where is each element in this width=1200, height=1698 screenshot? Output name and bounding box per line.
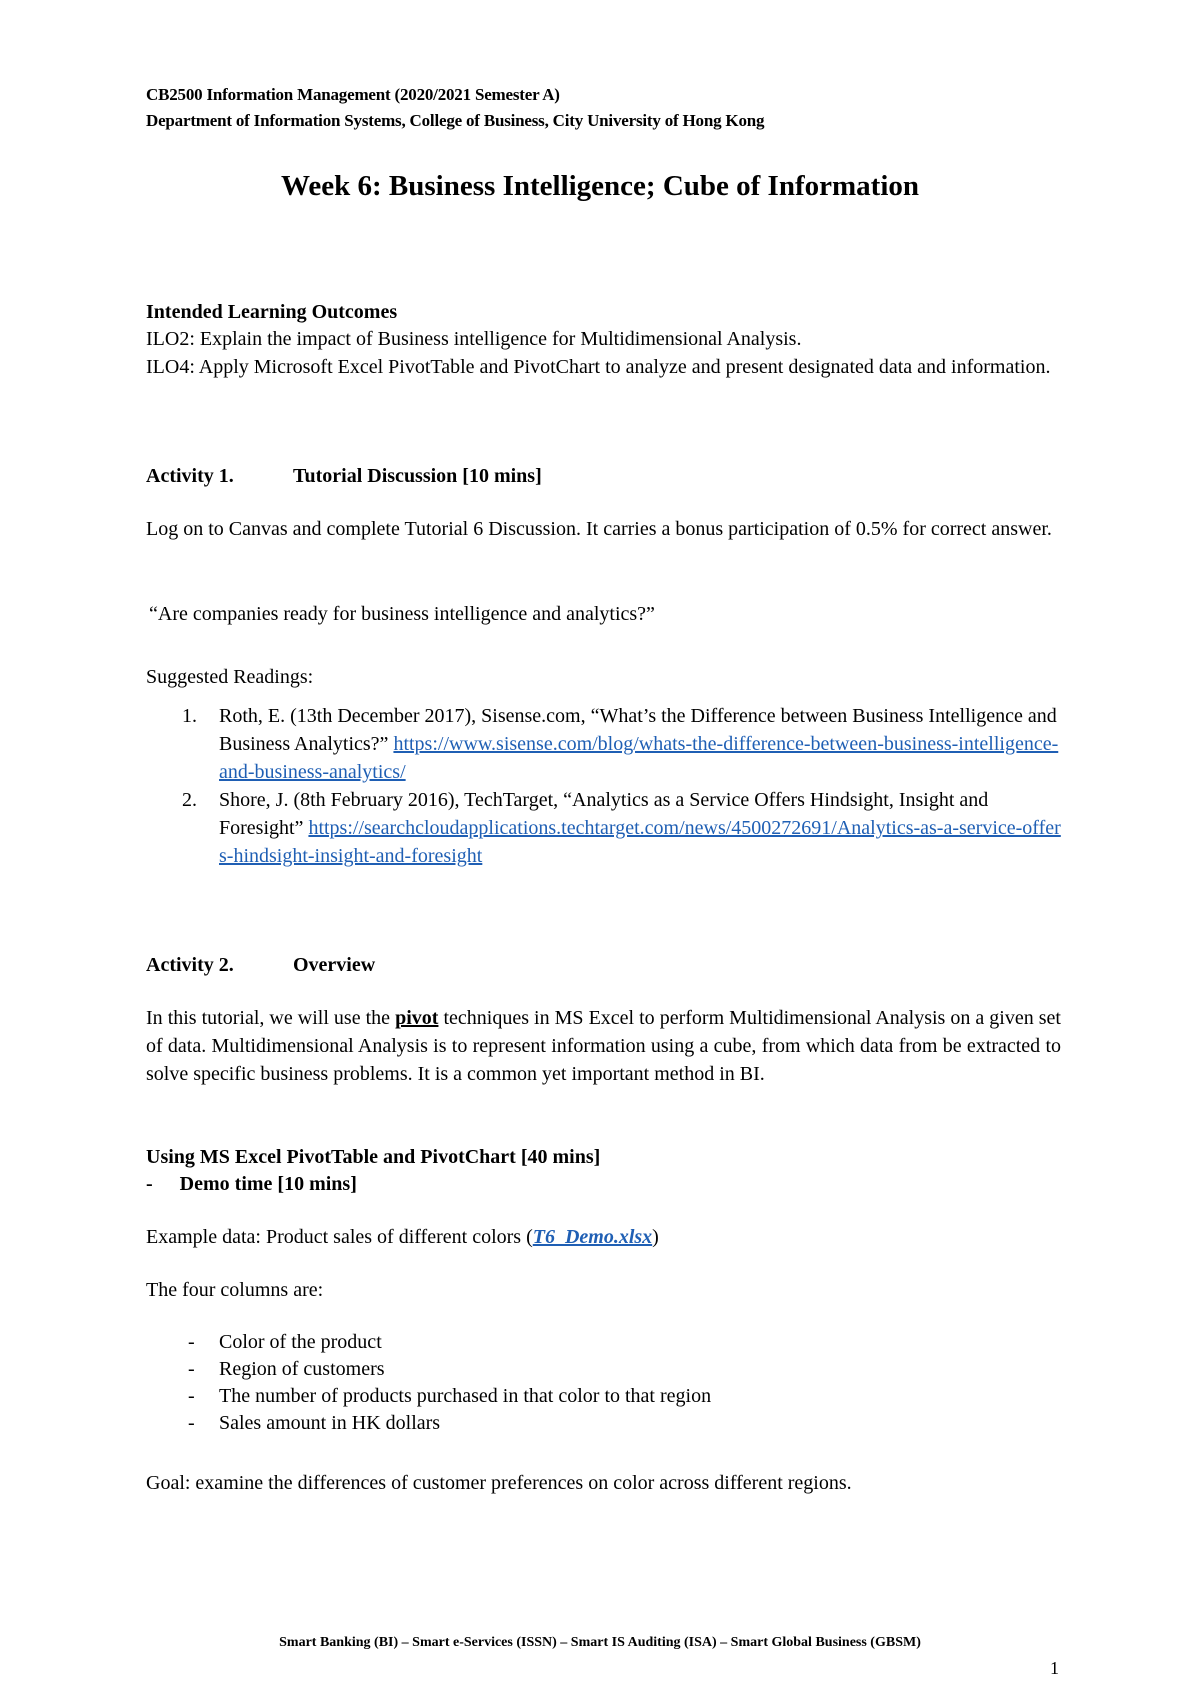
example-close: ) bbox=[652, 1226, 659, 1248]
activity2-paragraph bbox=[146, 1004, 1061, 1088]
reading-citation: Shore, J. (8th February 2016), TechTarget, “Analytics as a Service Offers Hindsight, Insight and Foresight” bbox=[219, 789, 989, 839]
columns-list bbox=[182, 1329, 711, 1437]
using-excel-heading: Using MS Excel PivotTable and PivotChart [40 mins] bbox=[146, 1146, 601, 1168]
reading-item bbox=[182, 702, 1062, 786]
course-header: CB2500 Information Management (2020/2021 Semester A) bbox=[146, 85, 560, 104]
reading-number: 1. bbox=[182, 705, 197, 727]
ilo4-text: ILO4: Apply Microsoft Excel PivotTable and PivotChart to analyze and present designated data and information. bbox=[146, 356, 1051, 378]
activity2-title: Overview bbox=[293, 954, 376, 976]
paragraph-text: techniques in MS Excel to perform Multidimensional Analysis on a given set of data. Multidimensional Analysis is to represent information using a cube, from which data from be extracted to solve specific business problems. It is a common yet important method in BI. bbox=[146, 1007, 1061, 1085]
example-data bbox=[146, 1223, 659, 1251]
list-item: - The number of products purchased in that color to that region bbox=[188, 1385, 712, 1407]
columns-intro: The four columns are: bbox=[146, 1279, 324, 1301]
paragraph-text: In this tutorial, we will use the bbox=[146, 1007, 396, 1029]
list-item-text: Color of the product bbox=[219, 1331, 382, 1353]
reading-link[interactable]: https://searchcloudapplications.techtarget.com/news/4500272691/Analytics-as-a-service-offers-hindsight-insight-and-foresight bbox=[219, 817, 1061, 867]
activity1-title: Tutorial Discussion [10 mins] bbox=[293, 465, 542, 487]
demo-heading bbox=[146, 1170, 357, 1198]
reading-link[interactable]: https://www.sisense.com/blog/whats-the-difference-between-business-intelligence-and-business-analytics/ bbox=[219, 733, 1059, 783]
readings-list bbox=[182, 702, 1062, 870]
activity1-number: Activity 1. bbox=[146, 465, 234, 487]
list-item: - Region of customers bbox=[188, 1358, 385, 1380]
activity2-number: Activity 2. bbox=[146, 954, 234, 976]
example-text: Example data: Product sales of different colors ( bbox=[146, 1226, 533, 1248]
list-item: - Color of the product bbox=[188, 1331, 382, 1353]
department-header: Department of Information Systems, College of Business, City University of Hong Kong bbox=[146, 111, 765, 130]
page-title: Week 6: Business Intelligence; Cube of Information bbox=[281, 170, 919, 202]
demo-dash: - bbox=[146, 1173, 153, 1195]
demo-title: Demo time [10 mins] bbox=[179, 1173, 357, 1195]
list-item-text: The number of products purchased in that color to that region bbox=[219, 1385, 712, 1407]
ilo2-text: ILO2: Explain the impact of Business intelligence for Multidimensional Analysis. bbox=[146, 328, 802, 350]
suggested-readings-label: Suggested Readings: bbox=[146, 666, 314, 688]
activity1-paragraph: Log on to Canvas and complete Tutorial 6 Discussion. It carries a bonus participation of 0.5% for correct answer. bbox=[146, 518, 1052, 540]
reading-citation: Roth, E. (13th December 2017), Sisense.com, “What’s the Difference between Business Intelligence and Business Analytics?” bbox=[219, 705, 1057, 755]
list-item: - Sales amount in HK dollars bbox=[188, 1412, 441, 1434]
reading-item bbox=[182, 786, 1062, 870]
goal-text: Goal: examine the differences of customer preferences on color across different regions. bbox=[146, 1472, 852, 1494]
activity1-heading bbox=[146, 462, 542, 490]
ilo-heading: Intended Learning Outcomes bbox=[146, 301, 398, 323]
footer-text: Smart Banking (BI) – Smart e-Services (ISSN) – Smart IS Auditing (ISA) – Smart Global Business (GBSM) bbox=[279, 1635, 921, 1650]
reading-number: 2. bbox=[182, 789, 197, 811]
pivot-keyword: pivot bbox=[395, 1007, 439, 1029]
demo-file-link[interactable]: T6_Demo.xlsx bbox=[532, 1226, 653, 1248]
list-item-text: Sales amount in HK dollars bbox=[219, 1412, 441, 1434]
list-item-text: Region of customers bbox=[219, 1358, 385, 1380]
activity2-heading bbox=[146, 951, 375, 979]
page-number: 1 bbox=[1050, 1658, 1059, 1678]
discussion-question: “Are companies ready for business intelligence and analytics?” bbox=[149, 603, 655, 625]
